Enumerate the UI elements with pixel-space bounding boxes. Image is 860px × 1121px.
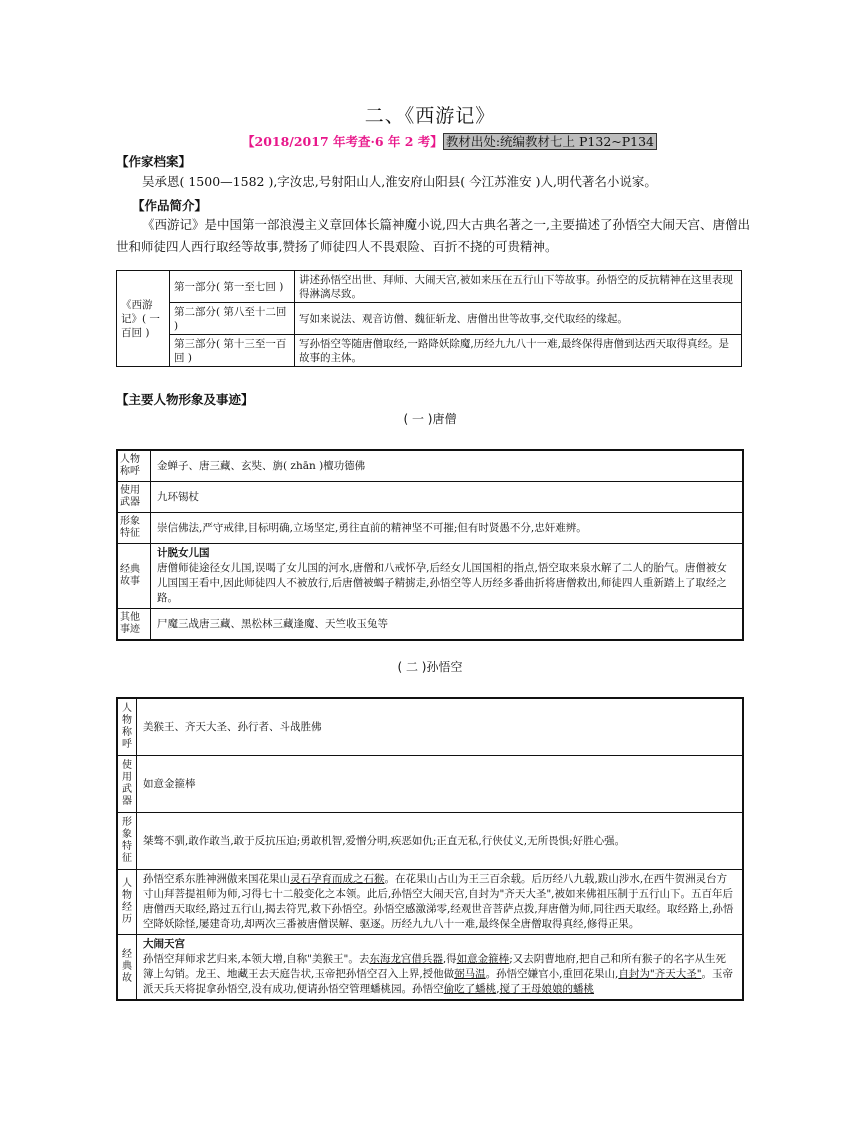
story-segment: ,得 <box>442 953 457 965</box>
row-label: 其他事迹 <box>117 609 151 641</box>
story-underlined: 如意金箍棒 <box>456 953 510 965</box>
row-value: 桀骜不驯,敢作敢当,敢于反抗压迫;勇敢机智,爱憎分明,疾恶如仇;正直无私,行侠仗义,无所畏惧;好胜心强。 <box>137 813 744 870</box>
tangseng-table <box>116 449 744 641</box>
table-row <box>117 482 743 513</box>
table-row <box>117 544 743 609</box>
table-row <box>117 698 743 756</box>
row-label: 人物经历 <box>117 870 137 935</box>
story-underlined: 东海龙宫借兵器 <box>369 953 443 965</box>
tangseng-heading: ( 一 )唐僧 <box>403 412 457 426</box>
table-row <box>117 271 742 303</box>
page-title: 二、《西游记》 <box>364 105 496 127</box>
structure-table <box>116 270 742 367</box>
sunwukong-heading: ( 二 )孙悟空 <box>397 660 463 674</box>
table-row <box>117 303 742 335</box>
story-title: 大闹天宫 <box>143 938 185 950</box>
life-text: 孙悟空系东胜神洲傲来国花果山 <box>143 873 290 885</box>
row-value: 尸魔三战唐三藏、黑松林三藏逢魔、天竺收玉兔等 <box>151 609 744 641</box>
life-underlined: 灵石孕育而成之石猴 <box>290 873 385 885</box>
table-row <box>117 335 742 367</box>
story-text <box>143 952 736 997</box>
work-heading: 【作品简介】 <box>132 198 208 213</box>
story-underlined: 搅了王母娘娘的蟠桃 <box>499 983 595 995</box>
row-value: 美猴王、齐天大圣、孙行者、斗战胜佛 <box>137 698 744 756</box>
row-value: 崇信佛法,严守戒律,目标明确,立场坚定,勇往直前的精神坚不可摧;但有时贤愚不分,忠奸难辨。 <box>151 513 744 544</box>
sunwukong-table <box>116 697 744 1001</box>
part-content: 写孙悟空等随唐僧取经,一路降妖除魔,历经九九八十一难,最终保得唐僧到达西天取得真经。是故事的主体。 <box>295 335 742 367</box>
table-row <box>117 450 743 482</box>
story-segment: 。孙悟空嫌官小,重回花果山, <box>485 968 619 980</box>
story-underlined: 自封为"齐天大圣" <box>618 968 702 980</box>
row-label: 经典故事 <box>117 544 151 609</box>
row-label: 人物称呼 <box>117 450 151 482</box>
row-label: 形象特征 <box>117 813 137 870</box>
author-text: 吴承恩( 1500—1582 ),字汝忠,号射阳山人,淮安府山阳县( 今江苏淮安 )人,明代著名小说家。 <box>142 174 657 189</box>
exam-note: 【2018/2017 年考查·6 年 2 考】 <box>242 134 443 149</box>
row-value: 九环锡杖 <box>151 482 744 513</box>
author-heading: 【作家档案】 <box>116 154 192 169</box>
life-text: 。在花果山占山为王三百余载。后历经八九载,跋山涉水,在西牛贺洲灵台方寸山拜菩提祖师为师,习得七十二般变化之本领。此后,孙悟空大闹天宫,自封为"齐天大圣",被如来佛祖压制于五行山下。五百年后唐僧西天取经,路过五行山,揭去符咒,救下孙悟空。孙悟空感激涕零,经观世音菩萨点拨,拜唐僧为师,同往西天取经。取经路上,孙悟空降妖除怪,屡建奇功,却两次三番被唐僧误解、驱逐。历经九九八十一难,最终保全唐僧取得真经,修得正果。 <box>143 873 734 930</box>
table-row <box>117 609 743 641</box>
characters-heading: 【主要人物形象及事迹】 <box>116 392 254 407</box>
row-value: 如意金箍棒 <box>137 756 744 813</box>
table-row <box>117 756 743 813</box>
table-row <box>117 513 743 544</box>
story-text: 唐僧师徒途径女儿国,误喝了女儿国的河水,唐僧和八戒怀孕,后经女儿国国相的指点,悟空取来泉水解了二人的胎气。唐僧被女儿国国王看中,因此师徒四人不被放行,后唐僧被蝎子精掳走,孙悟空等人历经多番曲折将唐僧救出,师徒四人重新踏上了取经之路。 <box>157 562 727 604</box>
part-content: 讲述孙悟空出世、拜师、大闹天宫,被如来压在五行山下等故事。孙悟空的反抗精神在这里表现得淋漓尽致。 <box>295 271 742 303</box>
row-value <box>151 544 744 609</box>
row-label: 经典故 <box>117 935 137 1001</box>
part-label: 第二部分( 第八至十二回 ) <box>170 303 295 335</box>
part-label: 第一部分( 第一至七回 ) <box>170 271 295 303</box>
table-row <box>117 813 743 870</box>
part-label: 第三部分( 第十三至一百回 ) <box>170 335 295 367</box>
row-label: 人物称呼 <box>117 698 137 756</box>
story-segment: 孙悟空拜师求艺归来,本领大增,自称"美猴王"。去 <box>143 953 370 965</box>
work-text: 《西游记》是中国第一部浪漫主义章回体长篇神魔小说,四大古典名著之一,主要描述了孙悟空大闹天宫、唐僧出世和师徒四人西行取经等故事,赞扬了师徒四人不畏艰险、百折不挠的可贵精神。 <box>116 217 750 254</box>
source-note: 教材出处:统编教材七上 P132~P134 <box>443 133 657 150</box>
book-label: 《西游记》( 一百回 ) <box>117 271 170 367</box>
row-label: 形象特征 <box>117 513 151 544</box>
story-underlined: 弼马温 <box>454 968 486 980</box>
story-title: 计脱女儿国 <box>157 547 210 559</box>
exam-info-line <box>242 132 657 150</box>
part-content: 写如来说法、观音访僧、魏征斩龙、唐僧出世等故事,交代取经的缘起。 <box>295 303 742 335</box>
row-label: 使用武器 <box>117 756 137 813</box>
row-label: 使用武器 <box>117 482 151 513</box>
story-segment: 。玉帝派天兵天将捉拿孙悟空,没有成功,便请孙悟空管理蟠桃园。孙悟空 <box>143 968 734 995</box>
row-value: 金蝉子、唐三藏、玄奘、旃( zhān )檀功德佛 <box>151 450 744 482</box>
table-row <box>117 870 743 935</box>
table-row <box>117 935 743 1001</box>
story-segment: ;又去阴曹地府,把自己和所有猴子的名字从生死簿上勾销。龙王、地藏王去天庭告状,玉帝把孙悟空召入上界,授他做 <box>143 953 727 980</box>
story-segment: , <box>496 983 500 995</box>
row-value <box>137 935 744 1001</box>
row-value <box>137 870 744 935</box>
story-underlined: 偷吃了蟠桃 <box>443 983 497 995</box>
